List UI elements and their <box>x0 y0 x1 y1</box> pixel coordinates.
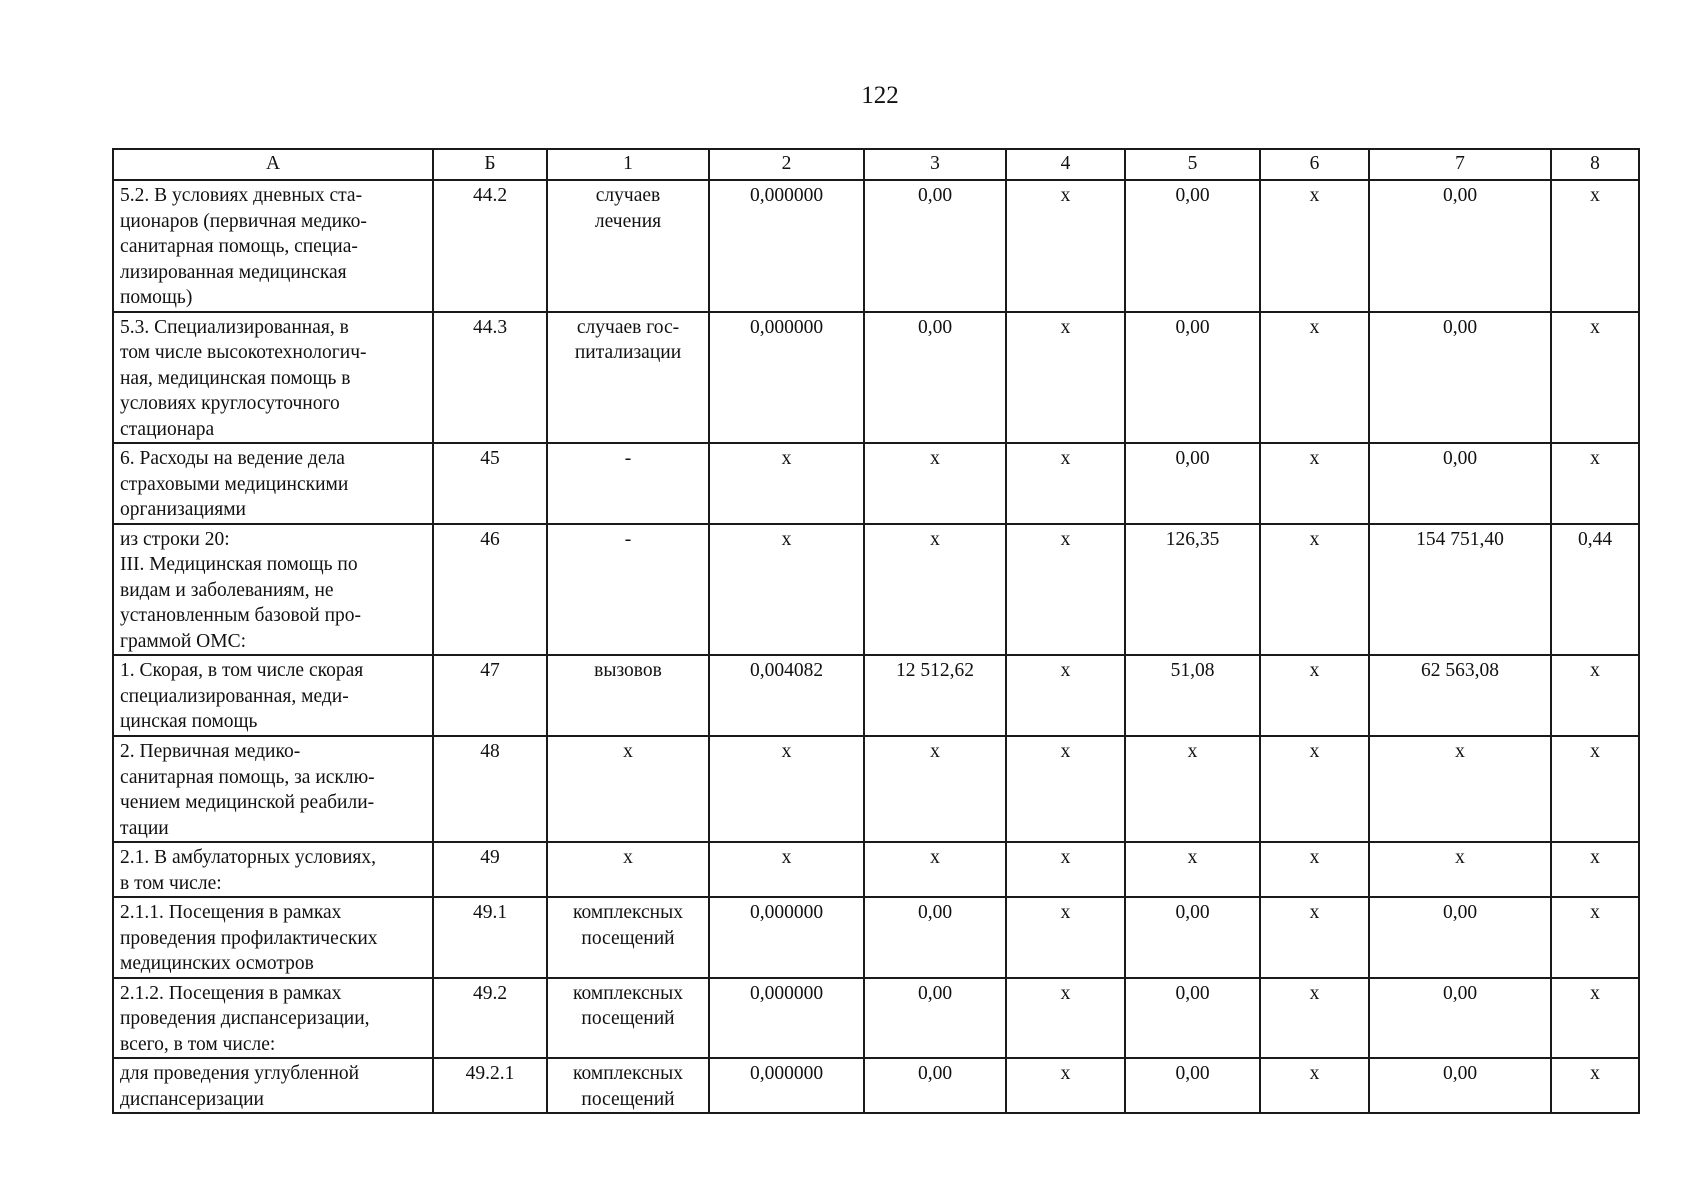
table-cell: комплексных посещений <box>547 897 709 978</box>
table-cell: х <box>1551 842 1639 897</box>
table-cell: комплексных посещений <box>547 1058 709 1113</box>
row-label-cell: 2.1.2. Посещения в рамках проведения диспансеризации, всего, в том числе: <box>113 978 433 1059</box>
table-cell: х <box>1006 978 1125 1059</box>
table-cell: х <box>1260 736 1369 842</box>
table-cell: 62 563,08 <box>1369 655 1551 736</box>
table-cell: х <box>1006 443 1125 524</box>
column-header: А <box>113 149 433 180</box>
table-row <box>113 524 1639 656</box>
table-cell: 12 512,62 <box>864 655 1006 736</box>
table-cell: х <box>1006 736 1125 842</box>
table-row <box>113 180 1639 312</box>
table-cell: х <box>1006 655 1125 736</box>
table-cell: 46 <box>433 524 547 656</box>
table-cell: 0,00 <box>864 180 1006 312</box>
table-cell: 0,00 <box>1369 312 1551 444</box>
table-cell: 0,004082 <box>709 655 864 736</box>
table-row <box>113 312 1639 444</box>
table-cell: 0,00 <box>1125 978 1260 1059</box>
column-header: 6 <box>1260 149 1369 180</box>
table-row <box>113 897 1639 978</box>
table-cell: х <box>709 443 864 524</box>
table-cell: х <box>1260 524 1369 656</box>
table-cell: х <box>864 524 1006 656</box>
table-cell: 49 <box>433 842 547 897</box>
table-cell: случаев лечения <box>547 180 709 312</box>
column-header: 2 <box>709 149 864 180</box>
column-header: 3 <box>864 149 1006 180</box>
table-cell: х <box>1551 655 1639 736</box>
table-cell: 45 <box>433 443 547 524</box>
table-cell: 44.2 <box>433 180 547 312</box>
table-cell: - <box>547 443 709 524</box>
table-cell: 126,35 <box>1125 524 1260 656</box>
table-cell: 0,00 <box>1369 978 1551 1059</box>
table-cell: х <box>709 736 864 842</box>
row-label-cell: для проведения углубленной диспансеризации <box>113 1058 433 1113</box>
table-cell: х <box>1260 897 1369 978</box>
table-cell: 49.2 <box>433 978 547 1059</box>
table-cell: х <box>709 842 864 897</box>
table-cell: х <box>1125 736 1260 842</box>
table-cell: х <box>1260 978 1369 1059</box>
data-table <box>112 148 1640 1114</box>
table-cell: 0,00 <box>1125 312 1260 444</box>
row-label-cell: 5.3. Специализированная, в том числе высокотехнологич- ная, медицинская помощь в условиях круглосуточного стационара <box>113 312 433 444</box>
table-cell: х <box>1551 978 1639 1059</box>
table-cell: х <box>1260 1058 1369 1113</box>
table-cell: х <box>1125 842 1260 897</box>
table-cell: 51,08 <box>1125 655 1260 736</box>
table-cell: 0,00 <box>1125 897 1260 978</box>
table-cell: 0,00 <box>864 897 1006 978</box>
table-row <box>113 655 1639 736</box>
column-header: 1 <box>547 149 709 180</box>
row-label-cell: 5.2. В условиях дневных ста- ционаров (первичная медико- санитарная помощь, специа- лизированная медицинская помощь) <box>113 180 433 312</box>
table-row <box>113 842 1639 897</box>
table-cell: комплексных посещений <box>547 978 709 1059</box>
column-header: 8 <box>1551 149 1639 180</box>
table-row <box>113 978 1639 1059</box>
table-cell: х <box>1551 897 1639 978</box>
table-cell: 0,00 <box>1369 897 1551 978</box>
table-cell: х <box>1551 1058 1639 1113</box>
table-cell: х <box>547 736 709 842</box>
table-cell: х <box>1260 443 1369 524</box>
table-row <box>113 1058 1639 1113</box>
table-cell: 0,00 <box>1125 1058 1260 1113</box>
table-cell: 0,00 <box>1125 180 1260 312</box>
table-cell: х <box>1369 842 1551 897</box>
table-cell: х <box>1551 736 1639 842</box>
table-cell: 0,00 <box>1369 443 1551 524</box>
row-label-cell: 2.1.1. Посещения в рамках проведения профилактических медицинских осмотров <box>113 897 433 978</box>
table-cell: х <box>1551 180 1639 312</box>
table-cell: х <box>1369 736 1551 842</box>
header-row <box>113 149 1639 180</box>
table-cell: 0,000000 <box>709 978 864 1059</box>
row-label-cell: 1. Скорая, в том числе скорая специализированная, меди- цинская помощь <box>113 655 433 736</box>
table-cell: х <box>1260 842 1369 897</box>
table-cell: 49.2.1 <box>433 1058 547 1113</box>
table-cell: 0,00 <box>1369 180 1551 312</box>
row-label-cell: 2. Первичная медико- санитарная помощь, за исклю- чением медицинской реабили- тации <box>113 736 433 842</box>
table-cell: х <box>709 524 864 656</box>
table-cell: 0,000000 <box>709 312 864 444</box>
table-cell: 47 <box>433 655 547 736</box>
table-row <box>113 443 1639 524</box>
column-header: 7 <box>1369 149 1551 180</box>
table-cell: х <box>1551 312 1639 444</box>
table-cell: 154 751,40 <box>1369 524 1551 656</box>
table-cell: 48 <box>433 736 547 842</box>
table-cell: х <box>1006 842 1125 897</box>
table-cell: 0,000000 <box>709 180 864 312</box>
table-cell: х <box>1006 524 1125 656</box>
table-cell: х <box>864 736 1006 842</box>
column-header: 5 <box>1125 149 1260 180</box>
table-cell: 0,00 <box>864 1058 1006 1113</box>
table-cell: 0,00 <box>1125 443 1260 524</box>
table-row <box>113 736 1639 842</box>
table-cell: х <box>1006 312 1125 444</box>
table-cell: х <box>1551 443 1639 524</box>
table-cell: х <box>864 443 1006 524</box>
row-label-cell: из строки 20: III. Медицинская помощь по видам и заболеваниям, не установленным базовой про- граммой ОМС: <box>113 524 433 656</box>
table-cell: х <box>1006 180 1125 312</box>
table-cell: х <box>547 842 709 897</box>
table-cell: 0,000000 <box>709 1058 864 1113</box>
table-cell: случаев гос- питализации <box>547 312 709 444</box>
table-cell: 44.3 <box>433 312 547 444</box>
table-cell: х <box>1006 1058 1125 1113</box>
column-header: Б <box>433 149 547 180</box>
table-body <box>113 180 1639 1113</box>
table-cell: вызовов <box>547 655 709 736</box>
page-number: 122 <box>861 82 899 109</box>
table-cell: 49.1 <box>433 897 547 978</box>
table-cell: 0,44 <box>1551 524 1639 656</box>
table-cell: 0,00 <box>864 312 1006 444</box>
table-cell: 0,00 <box>864 978 1006 1059</box>
column-header: 4 <box>1006 149 1125 180</box>
table-cell: 0,00 <box>1369 1058 1551 1113</box>
table-cell: 0,000000 <box>709 897 864 978</box>
table-cell: х <box>864 842 1006 897</box>
row-label-cell: 2.1. В амбулаторных условиях, в том числе: <box>113 842 433 897</box>
table-cell: х <box>1260 180 1369 312</box>
table-cell: х <box>1260 312 1369 444</box>
table-cell: х <box>1260 655 1369 736</box>
table-cell: х <box>1006 897 1125 978</box>
table-cell: - <box>547 524 709 656</box>
row-label-cell: 6. Расходы на ведение дела страховыми медицинскими организациями <box>113 443 433 524</box>
